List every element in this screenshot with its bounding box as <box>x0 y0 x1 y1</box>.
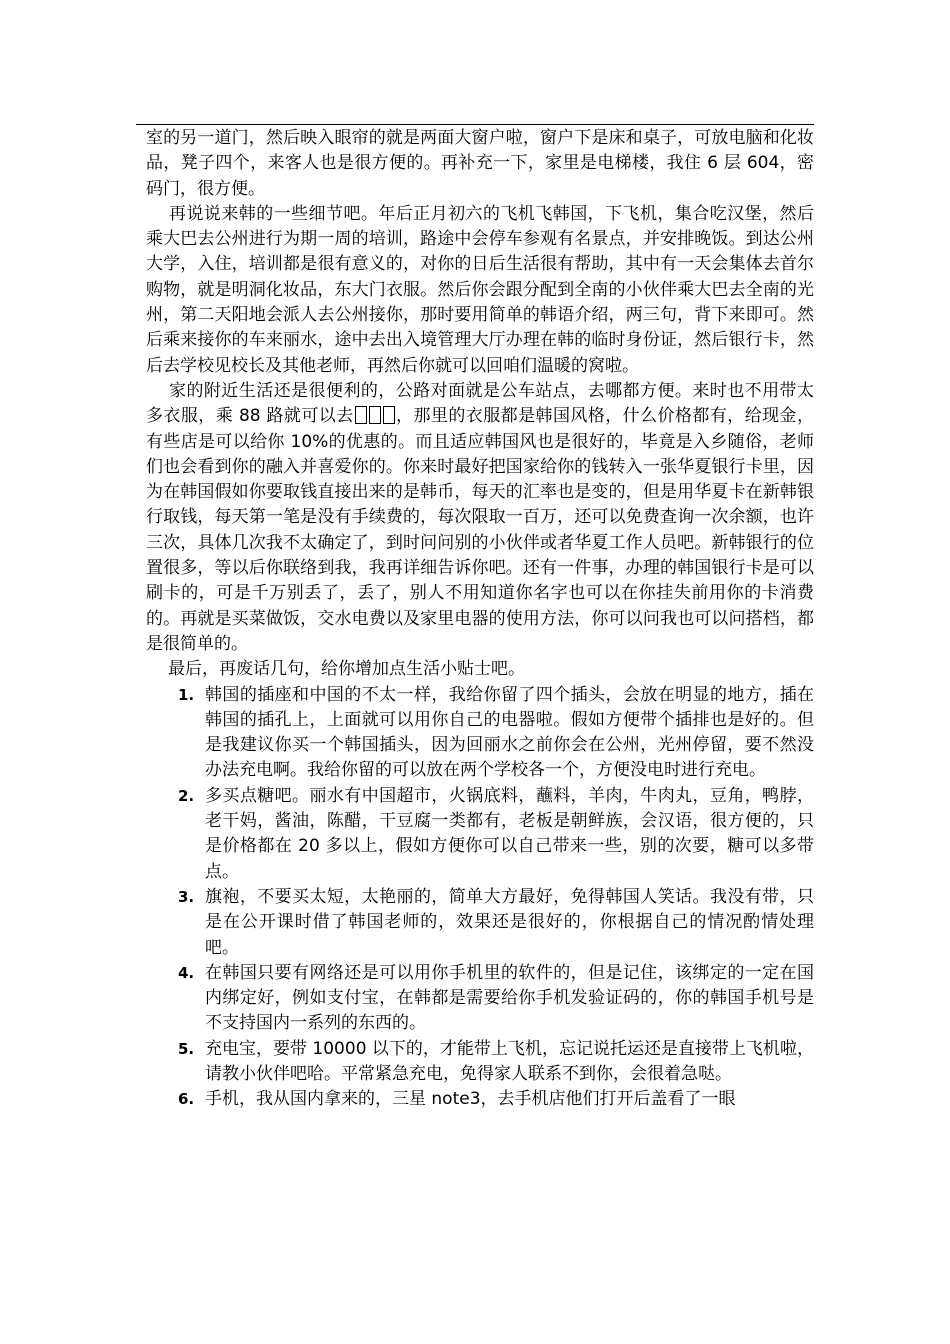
list-text: 手机，我从国内拿来的，三星 note3，去手机店他们打开后盖看了一眼 <box>205 1089 736 1110</box>
list-number: 6. <box>178 1090 195 1109</box>
paragraph-daily-life-part1: 家的附近生活还是很便利的，公路对面就是公车站点，去哪都方便。来时也不用带太多衣服，乘 88 路就可以去 <box>146 380 814 427</box>
list-item <box>146 784 814 885</box>
tips-list <box>146 683 814 1113</box>
list-text: 多买点糖吧。丽水有中国超市，火锅底料，蘸料，羊肉，牛肉丸，豆角，鸭脖，老干妈，酱油，陈醋，干豆腐一类都有，老板是朝鲜族，会汉语，很方便的，只是价格都在 20 多以上，假如方便你可以自己带来一些，别的次要，糖可以多带点。 <box>205 785 814 882</box>
list-item <box>146 961 814 1037</box>
list-number: 3. <box>178 887 195 906</box>
list-text: 充电宝，要带 10000 以下的，才能带上飞机，忘记说托运还是直接带上飞机啦，请教小伙伴吧哈。平常紧急充电，免得家人联系不到你，会很着急哒。 <box>205 1038 814 1084</box>
missing-glyph-box <box>369 406 381 424</box>
paragraph-room-description: 室的另一道门，然后映入眼帘的就是两面大窗户啦，窗户下是床和桌子，可放电脑和化妆品，凳子四个，来客人也是很方便的。再补充一下，家里是电梯楼，我住 6 层 604，密码门，很方便。 <box>146 128 814 199</box>
paragraph-daily-life-part2: ，那里的衣服都是韩国风格，什么价格都有，给现金，有些店是可以给你 10%的优惠的。而且适应韩国风也是很好的，毕竟是入乡随俗，老师们也会看到你的融入并喜爱你的。你来时最好把国家给你的钱转入一张华夏银行卡里，因为在韩国假如你要取钱直接出来的是韩币，每天的汇率也是变的，但是用华夏卡在新韩银行取钱，每天第一笔是没有手续费的，每次限取一百万，还可以免费查询一次余额，也许三次，具体几次我不太确定了，到时问问别的小伙伴或者华夏工作人员吧。新韩银行的位置很多，等以后你联络到我，我再详细告诉你吧。还有一件事，办理的韩国银行卡是可以刷卡的，可是千万别丢了，丢了，别人不用知道你名字也可以在你挂失前用你的卡消费的。再就是买菜做饭，交水电费以及家里电器的使用方法，你可以问我也可以问搭档，都是很简单的。 <box>146 406 814 654</box>
list-text: 旗袍，不要买太短，太艳丽的，简单大方最好，免得韩国人笑话。我没有带，只是在公开课时借了韩国老师的，效果还是很好的，你根据自己的情况酌情处理吧。 <box>205 886 814 958</box>
list-number: 1. <box>178 685 195 704</box>
list-item <box>146 1037 814 1088</box>
list-text: 在韩国只要有网络还是可以用你手机里的软件的，但是记住，该绑定的一定在国内绑定好，例如支付宝，在韩都是需要给你手机发验证码的，你的韩国手机号是不支持国内一系列的东西的。 <box>205 962 814 1034</box>
list-item <box>146 683 814 784</box>
paragraph-arrival-details: 再说说来韩的一些细节吧。年后正月初六的飞机飞韩国，下飞机，集合吃汉堡，然后乘大巴去公州进行为期一周的培训，路途中会停车参观有名景点，并安排晚饭。到达公州大学，入住，培训都是很有意义的，对你的日后生活很有帮助，其中有一天会集体去首尔购物，就是明洞化妆品，东大门衣服。然后你会跟分配到全南的小伙伴乘大巴去全南的光州，第二天阳地会派人去公州接你，那时要用简单的韩语介绍，两三句，背下来即可。然后乘来接你的车来丽水，途中去出入境管理大厅办理在韩的临时身份证，然后银行卡，然后去学校见校长及其他老师，再然后你就可以回咱们温暖的窝啦。 <box>146 203 814 376</box>
list-number: 5. <box>178 1039 195 1058</box>
missing-glyph-box <box>383 406 395 424</box>
document-body <box>146 126 814 1113</box>
list-text: 韩国的插座和中国的不太一样，我给你留了四个插头，会放在明显的地方，插在韩国的插孔上，上面就可以用你自己的电器啦。假如方便带个插排也是好的。但是我建议你买一个韩国插头，因为回丽水之前你会在公州，光州停留，要不然没办法充电啊。我给你留的可以放在两个学校各一个，方便没电时进行充电。 <box>205 684 814 781</box>
paragraph-tips-intro: 最后，再废话几句，给你增加点生活小贴士吧。 <box>168 659 525 680</box>
list-item <box>146 1087 814 1112</box>
list-number: 2. <box>178 786 195 805</box>
list-number: 4. <box>178 963 195 982</box>
header-rule <box>136 124 814 125</box>
paragraph-daily-life <box>146 379 814 657</box>
missing-glyph-box <box>355 406 367 424</box>
list-item <box>146 885 814 961</box>
